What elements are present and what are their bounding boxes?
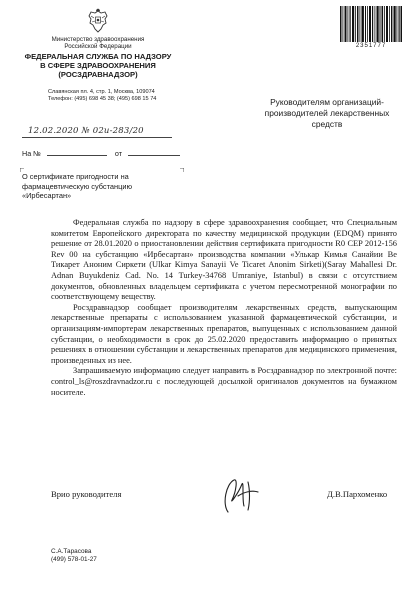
executor-name: С.А.Тарасова — [51, 548, 92, 555]
service-name — [8, 52, 188, 79]
signatory-position: Врио руководителя — [51, 489, 122, 499]
service-line-3: (РОСЗДРАВНАДЗОР) — [58, 70, 138, 79]
barcode — [340, 6, 402, 42]
letter-subject — [22, 172, 202, 201]
service-line-1: ФЕДЕРАЛЬНАЯ СЛУЖБА ПО НАДЗОРУ — [24, 52, 172, 61]
reference-number-label: На № — [22, 149, 41, 158]
ministry-line-2: Российской Федерации — [64, 43, 132, 50]
recipient-line-2: производителей лекарственных — [264, 108, 390, 118]
service-line-2: В СФЕРЕ ЗДРАВООХРАНЕНИЯ — [40, 61, 156, 70]
phone-line: Телефон: (495) 698 45 38; (495) 698 15 74 — [48, 96, 157, 102]
handwritten-signature — [208, 474, 268, 516]
executor-block — [51, 548, 97, 564]
subject-line-1: О сертификате пригодности на — [22, 172, 129, 181]
coat-of-arms-emblem — [87, 8, 109, 34]
body-paragraph-3: Запрашиваемую информацию следует направить в Росздравнадзор по электронной почте: control_ls@roszdravnadzor.ru с последующей досылкой оригиналов документов на бумажном носителе. — [51, 366, 397, 397]
ministry-name — [18, 36, 178, 50]
recipient-line-3: средств — [311, 119, 343, 129]
subject-line-3: «Ирбесартан» — [22, 191, 72, 200]
reference-number-row — [22, 148, 180, 158]
service-address — [48, 89, 228, 103]
barcode-number: 2351777 — [355, 43, 387, 49]
reference-date-blank — [128, 148, 180, 156]
reference-number-blank — [47, 148, 107, 156]
recipient-block — [252, 97, 402, 130]
signatory-name: Д.В.Пархоменко — [327, 489, 388, 499]
body-paragraph-1: Федеральная служба по надзору в сфере здравоохранения сообщает, что Специальным комитетом Европейского директората по качеству медицинской продукции (EDQM) принято решение от 28.01.2020 о приостановлении действия сертификата пригодности R0 CEP 2012-156 Rev 00 на субстанцию «Ирбесартан» производства компании «Улькар Кимья Санайии Ве Тикарет Аноним Сиркети (Ulkar Kimya Sanayii Ve Ticaret Anonim Sirketi)(Saray Mahallesi Dr. Adnan Buyukdeniz Cad. No. 14 Turkey-34768 Umraniye, Istanbul) в связи с отсутствием документов, обновленных владельцем сертификата с учетом пересмотренной монографии по соответствующему веществу. — [51, 218, 397, 302]
handwritten-registration: 12.02.2020 № 02и-283/20 — [28, 126, 144, 136]
address-line: Славянская пл. 4, стр. 1, Москва, 109074 — [48, 89, 155, 95]
subject-line-2: фармацевтическую субстанцию — [22, 181, 133, 191]
letter-body — [51, 218, 397, 398]
recipient-line-1: Руководителям организаций- — [270, 97, 384, 107]
reference-from-label: от — [114, 149, 123, 158]
executor-phone: (499) 578-01-27 — [51, 556, 97, 563]
registration-underline — [22, 137, 172, 138]
body-paragraph-2: Росздравнадзор сообщает производителям лекарственных средств, выпускающим лекарственные препараты с использованием указанной фармацевтической субстанции, и организациям-импортерам лекарственных препаратов, выпущенных с использованием данной субстанции, о необходимости в срок до 25.02.2020 предоставить информацию о принятых решениях в отношении субстанции и лекарственных препаратов для медицинского применения, произведенных из нее. — [51, 302, 397, 365]
ministry-line-1: Министерство здравоохранения — [51, 36, 145, 43]
